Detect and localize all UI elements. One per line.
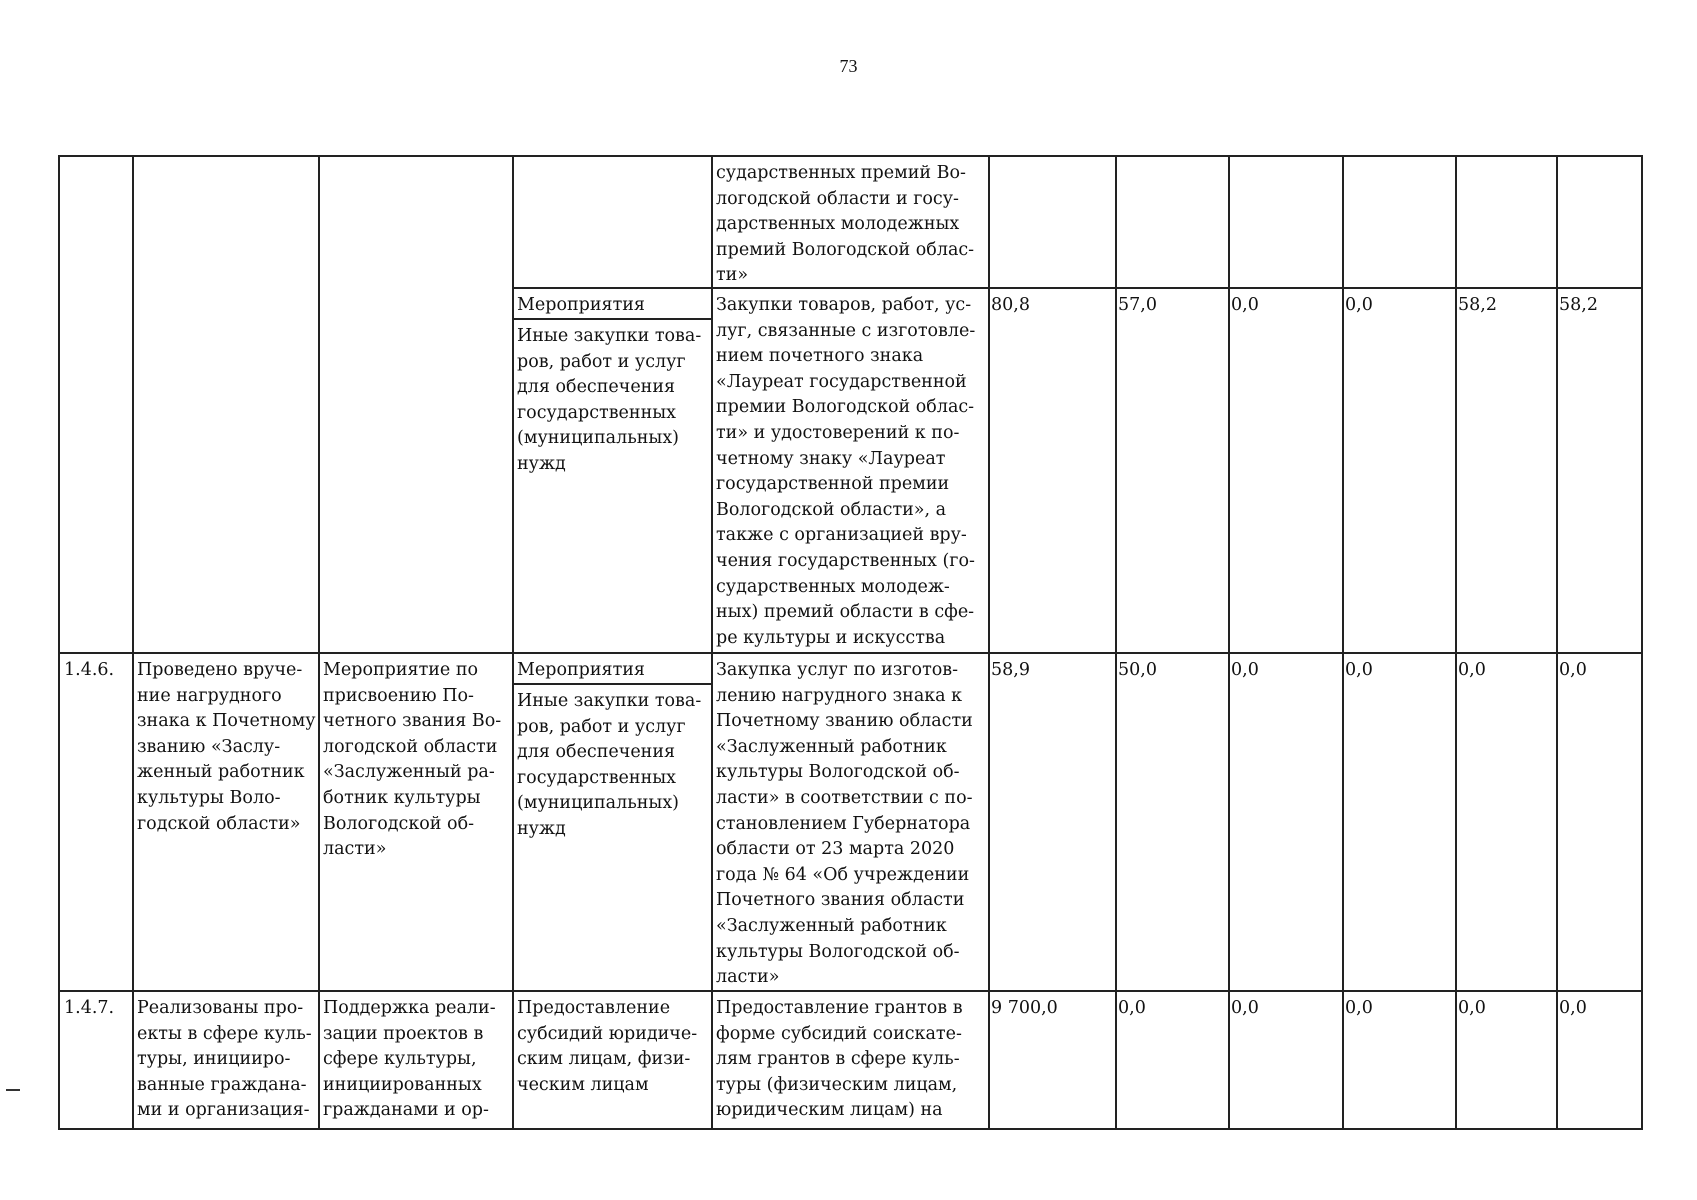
cell-expense-category: Иные закупки това- ров, работ и услуг для обеспечения государственных (муниципальных) нужд [517, 326, 702, 474]
col-line [1556, 155, 1558, 1130]
cell-value: 0,0 [1231, 998, 1259, 1018]
cell-result: Реализованы про- екты в сфере куль- туры, иницииро- ванные граждана- ми и организация- [137, 998, 312, 1121]
cell-value: 0,0 [1559, 998, 1587, 1018]
row-line [512, 287, 1641, 289]
col-line [988, 155, 990, 1130]
cell-number: 1.4.7. [64, 998, 115, 1018]
cell-value: 58,2 [1458, 295, 1497, 315]
cell-value: 58,2 [1559, 295, 1598, 315]
cell-value: 0,0 [1559, 660, 1587, 680]
cell-value: 9 700,0 [991, 998, 1058, 1018]
col-line [318, 155, 320, 1130]
row-line [58, 652, 1641, 654]
cell-description: Предоставление грантов в форме субсидий соискате- лям грантов в сфере куль- туры (физическим лицам, юридическим лицам) на [716, 998, 963, 1121]
cell-value: 0,0 [1345, 998, 1373, 1018]
cell-description: Закупка услуг по изготов- лению нагрудного знака к Почетному званию области «Заслуженный работник культуры Вологодской об- ласти» в соответствии с по- становлением Губернатора области от 23 марта 2020 года № 64 «Об учреждении Почетного звания области «Заслуженный работник культуры Вологодской об- ласти» [716, 660, 973, 988]
cell-number: 1.4.6. [64, 660, 115, 680]
page-number: 73 [839, 56, 858, 76]
col-line [1455, 155, 1457, 1130]
cell-event: Поддержка реали- зации проектов в сфере культуры, инициированных гражданами и ор- [323, 998, 496, 1121]
col-line [512, 155, 514, 1130]
col-line [132, 155, 134, 1130]
cell-value: 58,9 [991, 660, 1030, 680]
cell-expense-category: Иные закупки това- ров, работ и услуг для обеспечения государственных (муниципальных) нужд [517, 691, 702, 839]
cell-expense-type: Мероприятия [517, 295, 645, 315]
cell-value: 0,0 [1345, 295, 1373, 315]
col-line [1342, 155, 1344, 1130]
cell-event: Мероприятие по присвоению По- четного звания Во- логодской области «Заслуженный ра- ботник культуры Вологодской об- ласти» [323, 660, 502, 860]
cell-value: 50,0 [1118, 660, 1157, 680]
cell-description: сударственных премий Во- логодской области и госу- дарственных молодежных премий Вологодской облас- ти» [716, 163, 975, 286]
col-line [711, 155, 713, 1130]
margin-mark [6, 1089, 20, 1091]
cell-expense-type: Предоставление субсидий юридиче- ским лицам, физи- ческим лицам [517, 998, 698, 1095]
cell-value: 57,0 [1118, 295, 1157, 315]
cell-value: 0,0 [1118, 998, 1146, 1018]
cell-expense-type: Мероприятия [517, 660, 645, 680]
cell-value: 0,0 [1345, 660, 1373, 680]
col-line [1115, 155, 1117, 1130]
cell-value: 80,8 [991, 295, 1030, 315]
cell-description: Закупки товаров, работ, ус- луг, связанные с изготовле- нием почетного знака «Лауреат государственной премии Вологодской облас- ти» и удостоверений к по- четному знаку «Лауреат государственной премии Вологодской области», а также с организацией вру- чения государственных (го- сударственных молодеж- ных) премий области в сфе- ре культуры и искусства [716, 295, 976, 648]
col-line [1228, 155, 1230, 1130]
cell-value: 0,0 [1458, 998, 1486, 1018]
cell-value: 0,0 [1231, 660, 1259, 680]
cell-value: 0,0 [1231, 295, 1259, 315]
cell-value: 0,0 [1458, 660, 1486, 680]
cell-result: Проведено вруче- ние нагрудного знака к Почетному званию «Заслу- женный работник культуры Воло- годской области» [137, 660, 316, 834]
